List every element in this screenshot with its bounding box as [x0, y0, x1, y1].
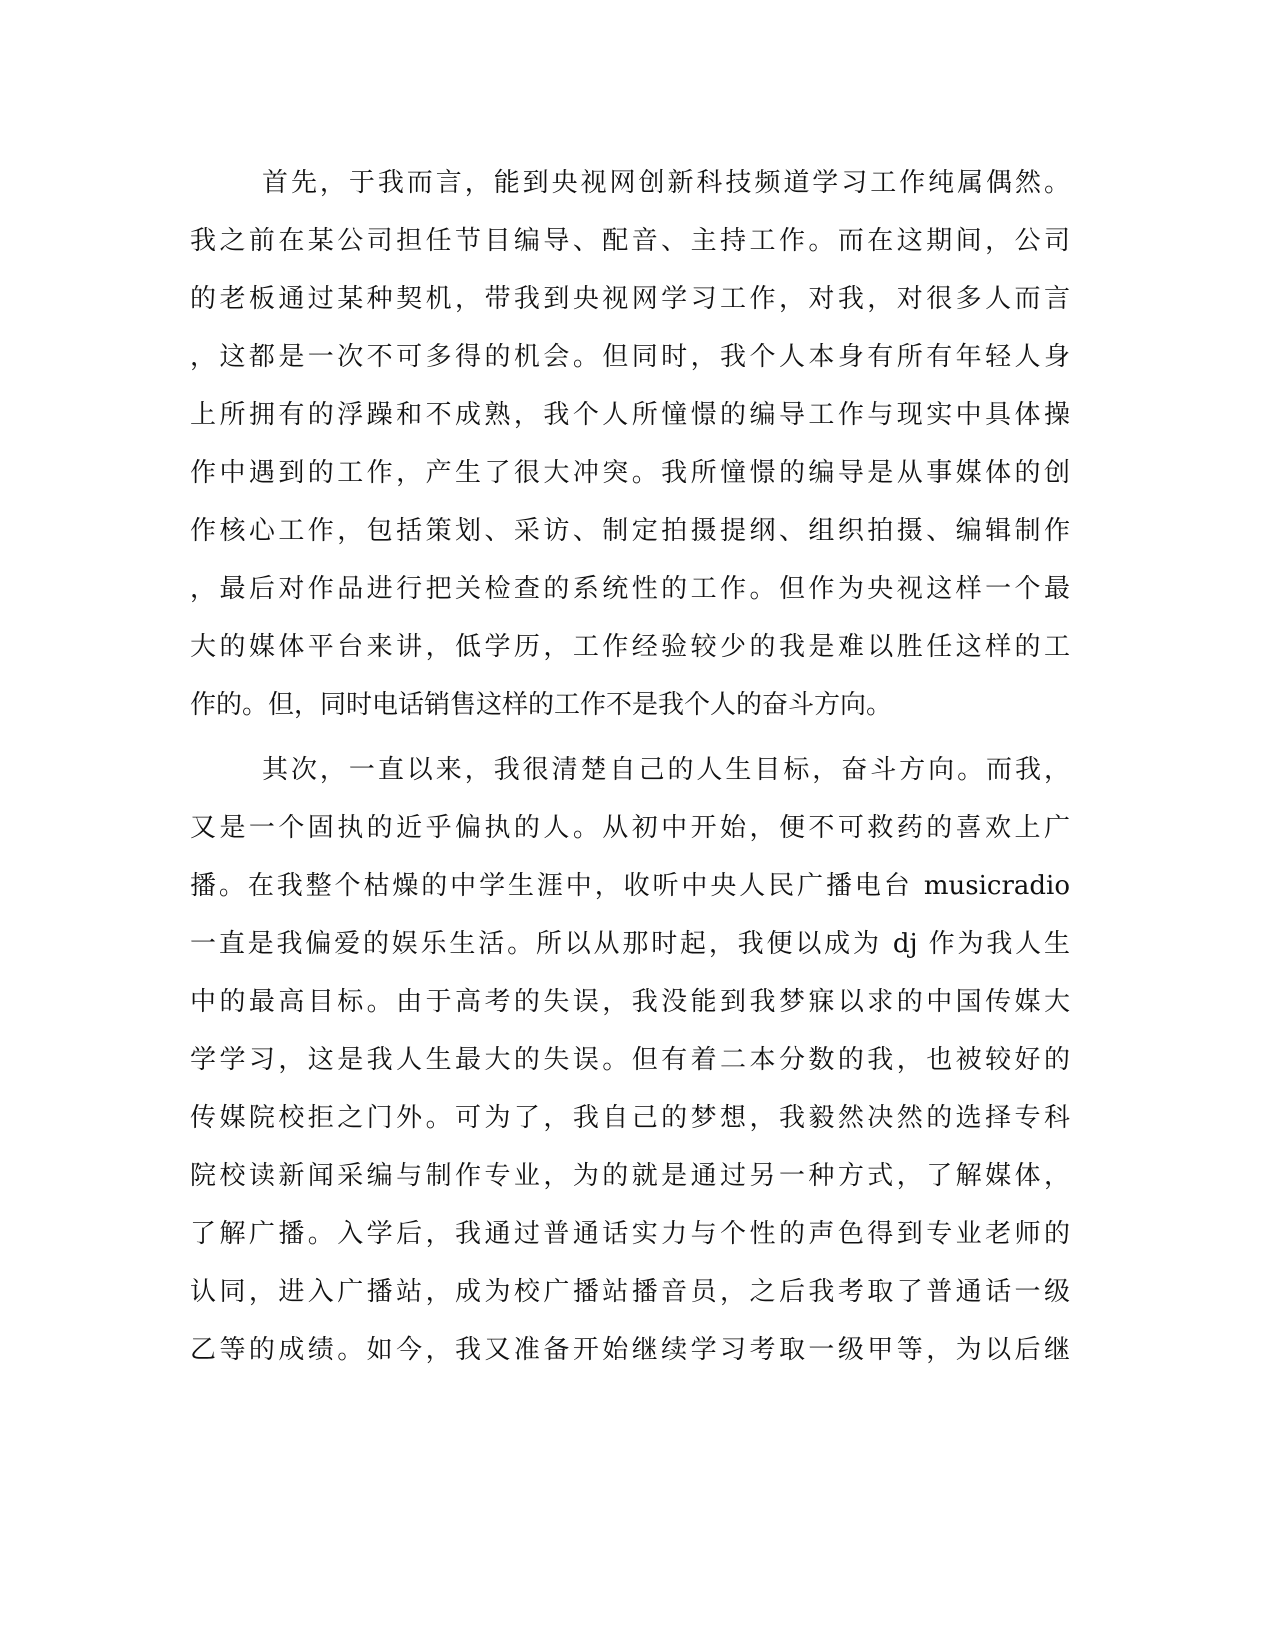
- text-line: 其次，一直以来，我很清楚自己的人生目标，奋斗方向。而我，: [262, 755, 1070, 785]
- text-line: 认同，进入广播站，成为校广播站播音员，之后我考取了普通话一级: [190, 1277, 1070, 1307]
- text-line: 首先，于我而言，能到央视网创新科技频道学习工作纯属偶然。: [262, 168, 1070, 198]
- text-line: 作的。但，同时电话销售这样的工作不是我个人的奋斗方向。: [190, 690, 893, 720]
- text-line: 了解广播。入学后，我通过普通话实力与个性的声色得到专业老师的: [190, 1219, 1070, 1249]
- text-line: 播。在我整个枯燥的中学生涯中，收听中央人民广播电台 musicradio: [190, 871, 1070, 901]
- text-line: 的老板通过某种契机，带我到央视网学习工作，对我，对很多人而言: [190, 284, 1070, 314]
- text-line: 乙等的成绩。如今，我又准备开始继续学习考取一级甲等，为以后继: [190, 1335, 1070, 1365]
- text-line: 作中遇到的工作，产生了很大冲突。我所憧憬的编导是从事媒体的创: [190, 458, 1070, 488]
- text-line: 作核心工作，包括策划、采访、制定拍摄提纲、组织拍摄、编辑制作: [190, 516, 1070, 546]
- text-line: 我之前在某公司担任节目编导、配音、主持工作。而在这期间，公司: [190, 226, 1070, 256]
- text-line: 上所拥有的浮躁和不成熟，我个人所憧憬的编导工作与现实中具体操: [190, 400, 1070, 430]
- text-line: 学学习，这是我人生最大的失误。但有着二本分数的我，也被较好的: [190, 1045, 1070, 1075]
- text-line: ，最后对作品进行把关检查的系统性的工作。但作为央视这样一个最: [190, 574, 1070, 604]
- text-line: 传媒院校拒之门外。可为了，我自己的梦想，我毅然决然的选择专科: [190, 1103, 1070, 1133]
- text-line: 中的最高目标。由于高考的失误，我没能到我梦寐以求的中国传媒大: [190, 987, 1070, 1017]
- text-line: ，这都是一次不可多得的机会。但同时，我个人本身有所有年轻人身: [190, 342, 1070, 372]
- text-line: 大的媒体平台来讲，低学历，工作经验较少的我是难以胜任这样的工: [190, 632, 1070, 662]
- text-line: 一直是我偏爱的娱乐生活。所以从那时起，我便以成为 dj 作为我人生: [190, 929, 1070, 959]
- text-line: 又是一个固执的近乎偏执的人。从初中开始，便不可救药的喜欢上广: [190, 813, 1070, 843]
- text-line: 院校读新闻采编与制作专业，为的就是通过另一种方式，了解媒体，: [190, 1161, 1070, 1191]
